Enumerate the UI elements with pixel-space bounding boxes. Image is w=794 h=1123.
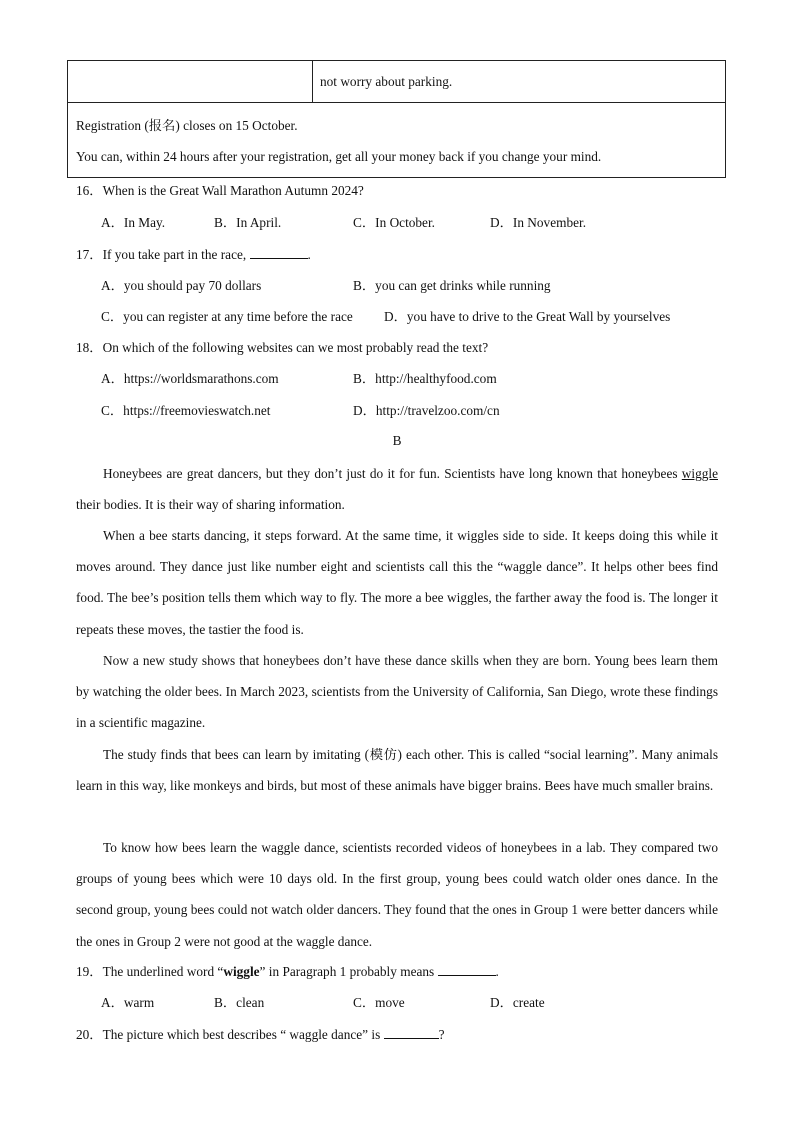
q19-stem-prefix: 19．The underlined word “	[76, 964, 224, 979]
q17-stem-end: .	[307, 247, 311, 262]
p1-text-before: Honeybees are great dancers, but they don’t just do it for fun. Scientists have long known that honeybees	[103, 466, 682, 481]
answer-blank	[384, 1025, 439, 1039]
registration-close-text: Registration (报名) closes on 15 October.	[76, 118, 298, 133]
q19-stem-end: .	[495, 964, 499, 979]
q16-option-b[interactable]: B．In April.	[214, 215, 282, 230]
q20-stem-end: ?	[438, 1027, 445, 1042]
q18-option-c[interactable]: C．https://freemovieswatch.net	[101, 403, 271, 418]
underlined-word: wiggle	[681, 466, 718, 481]
q19-bold-word: wiggle	[223, 964, 260, 979]
q16-option-c[interactable]: C．In October.	[353, 215, 435, 230]
table-cell-parking: not worry about parking.	[320, 74, 453, 89]
question-19-stem	[76, 962, 499, 982]
q19-option-d[interactable]: D．create	[490, 995, 545, 1010]
passage-paragraph-2: When a bee starts dancing, it steps forward. At the same time, it wiggles side to side. It keeps doing this while it moves around. They dance just like number eight and scientists call this the “waggle dance”. It helps other bees find food. The bee’s position tells them which way to fly. The more a bee wiggles, the farther away the food is. The longer it repeats these moves, the tastier the food is.	[76, 528, 718, 637]
section-heading: B	[392, 433, 402, 448]
p1-text-after: their bodies. It is their way of sharing information.	[76, 497, 345, 513]
question-20-stem	[76, 1025, 444, 1045]
passage-paragraph-3: Now a new study shows that honeybees don’t have these dance skills when they are born. Young bees learn them by watching the older bees. In March 2023, scientists from the University of California, San Diego, wrote these findings in a scientific magazine.	[76, 653, 718, 731]
q16-option-a[interactable]: A．In May.	[101, 215, 166, 230]
passage-paragraph-4: The study finds that bees can learn by imitating (模仿) each other. This is called “social learning”. Many animals learn in this way, like monkeys and birds, but most of these animals have bigger brains. Bees have much smaller brains.	[76, 747, 718, 794]
table-row-registration	[68, 103, 725, 177]
info-table	[67, 60, 726, 178]
q19-option-b[interactable]: B．clean	[214, 995, 265, 1010]
q17-option-c[interactable]: C．you can register at any time before the race	[101, 309, 353, 324]
question-18-stem: 18．On which of the following websites can we most probably read the text?	[76, 340, 489, 355]
passage-paragraph-5: To know how bees learn the waggle dance, scientists recorded videos of honeybees in a lab. They compared two groups of young bees which were 10 days old. In the first group, young bees could watch older ones dance. In the second group, young bees could not watch older dancers. They found that the ones in Group 1 were better dancers while the ones in Group 2 were not good at the waggle dance.	[76, 840, 718, 949]
refund-policy-text: You can, within 24 hours after your registration, get all your money back if you change your mind.	[76, 149, 602, 164]
q20-stem-text: 20．The picture which best describes “ waggle dance” is	[76, 1027, 381, 1042]
table-row	[68, 61, 725, 103]
q19-option-a[interactable]: A．warm	[101, 995, 155, 1010]
q17-option-d[interactable]: D．you have to drive to the Great Wall by yourselves	[384, 309, 671, 324]
q17-option-b[interactable]: B．you can get drinks while running	[353, 278, 551, 293]
q19-option-c[interactable]: C．move	[353, 995, 405, 1010]
q17-option-a[interactable]: A．you should pay 70 dollars	[101, 278, 262, 293]
q18-option-d[interactable]: D．http://travelzoo.com/cn	[353, 403, 500, 418]
table-cell-empty	[68, 61, 313, 102]
question-17-stem	[76, 245, 311, 265]
q18-option-b[interactable]: B．http://healthyfood.com	[353, 371, 497, 386]
answer-blank	[250, 245, 308, 259]
q16-option-d[interactable]: D．In November.	[490, 215, 587, 230]
q17-stem-text: 17．If you take part in the race,	[76, 247, 247, 262]
passage-paragraph-1	[76, 458, 718, 520]
q19-stem-mid: ” in Paragraph 1 probably means	[259, 964, 435, 979]
answer-blank	[438, 962, 496, 976]
q18-option-a[interactable]: A．https://worldsmarathons.com	[101, 371, 279, 386]
question-16-stem: 16．When is the Great Wall Marathon Autumn 2024?	[76, 183, 364, 198]
